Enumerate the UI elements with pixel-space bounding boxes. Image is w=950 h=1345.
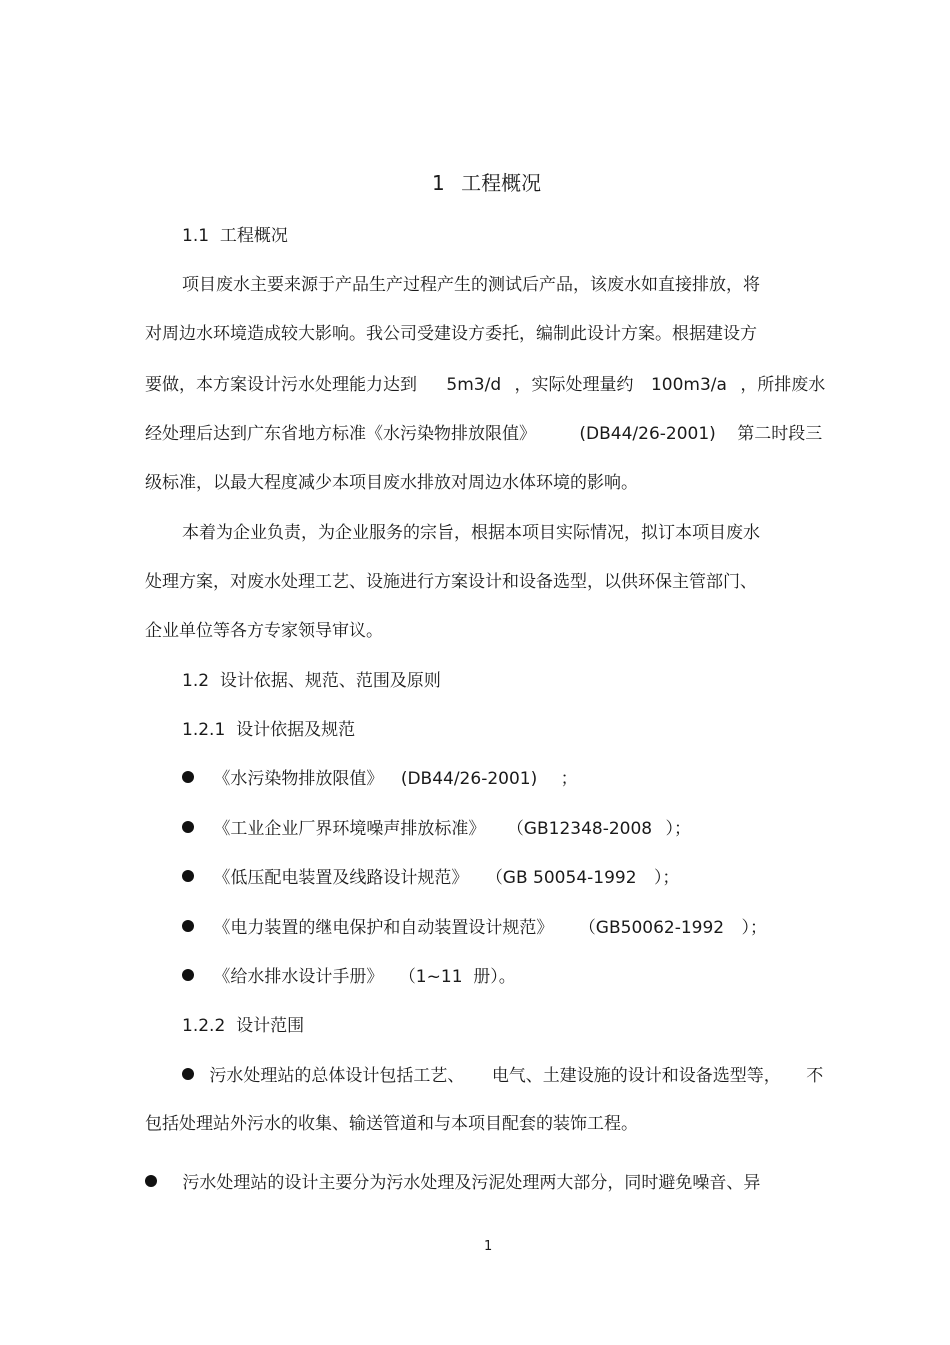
standard-name: 《水污染物排放限值》 bbox=[213, 769, 384, 789]
scope-item-1-line-1 bbox=[182, 1065, 823, 1087]
chapter-title: 工程概况 bbox=[461, 171, 542, 195]
bullet-icon bbox=[145, 1175, 157, 1187]
standard-name: 《低压配电装置及线路设计规范》 bbox=[213, 868, 469, 888]
standard-name: 《给水排水设计手册》 bbox=[213, 967, 384, 987]
bullet-icon bbox=[182, 821, 194, 833]
text-segment: ，所排废水 bbox=[740, 375, 826, 395]
volume-value: 100m3/a bbox=[650, 375, 727, 395]
paragraph-1-line-1: 项目废水主要来源于产品生产过程产生的测试后产品，该废水如直接排放，将 bbox=[182, 275, 760, 295]
standard-list-item bbox=[182, 966, 516, 988]
standard-code: (DB44/26-2001) bbox=[400, 769, 538, 789]
section-heading-1-1: 1.1 工程概况 bbox=[182, 226, 288, 246]
standard-end: ）； bbox=[665, 819, 692, 839]
standard-code: （GB 50054-1992 bbox=[485, 868, 637, 888]
standard-code: (DB44/26-2001) bbox=[579, 424, 716, 444]
section-heading-1-2-2: 1.2.2 设计范围 bbox=[182, 1016, 305, 1036]
bullet-icon bbox=[182, 969, 194, 981]
paragraph-2-line-3: 企业单位等各方专家领导审议。 bbox=[145, 621, 383, 641]
paragraph-1-line-4 bbox=[145, 423, 822, 445]
bullet-icon bbox=[182, 870, 194, 882]
paragraph-1-line-2: 对周边水环境造成较大影响。我公司受建设方委托，编制此设计方案。根据建设方 bbox=[145, 324, 757, 344]
chapter-number: 1 bbox=[432, 171, 445, 195]
capacity-value: 5m3/d bbox=[446, 375, 502, 395]
section-heading-1-2-1: 1.2.1 设计依据及规范 bbox=[182, 720, 356, 740]
page-number: 1 bbox=[484, 1239, 493, 1254]
standard-name: 《工业企业厂界环境噪声排放标准》 bbox=[213, 819, 486, 839]
bullet-icon bbox=[182, 920, 194, 932]
scope-item-1-line-2: 包括处理站外污水的收集、输送管道和与本项目配套的装饰工程。 bbox=[145, 1114, 638, 1134]
standard-code: （1~11 册）。 bbox=[398, 967, 516, 987]
standard-end: ）； bbox=[653, 868, 680, 888]
chapter-heading bbox=[432, 172, 541, 194]
standard-end: ； bbox=[560, 769, 578, 789]
paragraph-2-line-1: 本着为企业负责，为企业服务的宗旨，根据本项目实际情况，拟订本项目废水 bbox=[182, 523, 760, 543]
text-segment: 不 bbox=[806, 1066, 824, 1086]
text-segment: 要做，本方案设计污水处理能力达到 bbox=[145, 375, 417, 395]
standard-name: 《电力装置的继电保护和自动装置设计规范》 bbox=[213, 918, 554, 938]
section-heading-1-2: 1.2 设计依据、规范、范围及原则 bbox=[182, 671, 441, 691]
standard-code: （GB50062-1992 bbox=[578, 918, 725, 938]
standard-list-item bbox=[182, 818, 691, 840]
paragraph-2-line-2: 处理方案，对废水处理工艺、设施进行方案设计和设备选型，以供环保主管部门、 bbox=[145, 572, 757, 592]
paragraph-1-line-3 bbox=[145, 374, 825, 396]
standard-list-item bbox=[182, 917, 767, 939]
standard-end: ）； bbox=[741, 918, 768, 938]
text-segment: 电气、土建设施的设计和设备选型等， bbox=[491, 1066, 781, 1086]
paragraph-1-line-5: 级标准，以最大程度减少本项目废水排放对周边水体环境的影响。 bbox=[145, 473, 638, 493]
standard-list-item bbox=[182, 867, 679, 889]
text-segment: 污水处理站的设计主要分为污水处理及污泥处理两大部分，同时避免噪音、异 bbox=[182, 1173, 761, 1193]
text-segment: 经处理后达到广东省地方标准《水污染物排放限值》 bbox=[145, 424, 536, 444]
text-segment: 污水处理站的总体设计包括工艺、 bbox=[209, 1066, 465, 1086]
scope-item-2 bbox=[145, 1172, 760, 1194]
standard-list-item bbox=[182, 768, 578, 790]
bullet-icon bbox=[182, 771, 194, 783]
text-segment: 第二时段三 bbox=[737, 424, 823, 444]
text-segment: ，实际处理量约 bbox=[514, 375, 634, 395]
bullet-icon bbox=[182, 1068, 194, 1080]
standard-code: （GB12348-2008 bbox=[506, 819, 653, 839]
